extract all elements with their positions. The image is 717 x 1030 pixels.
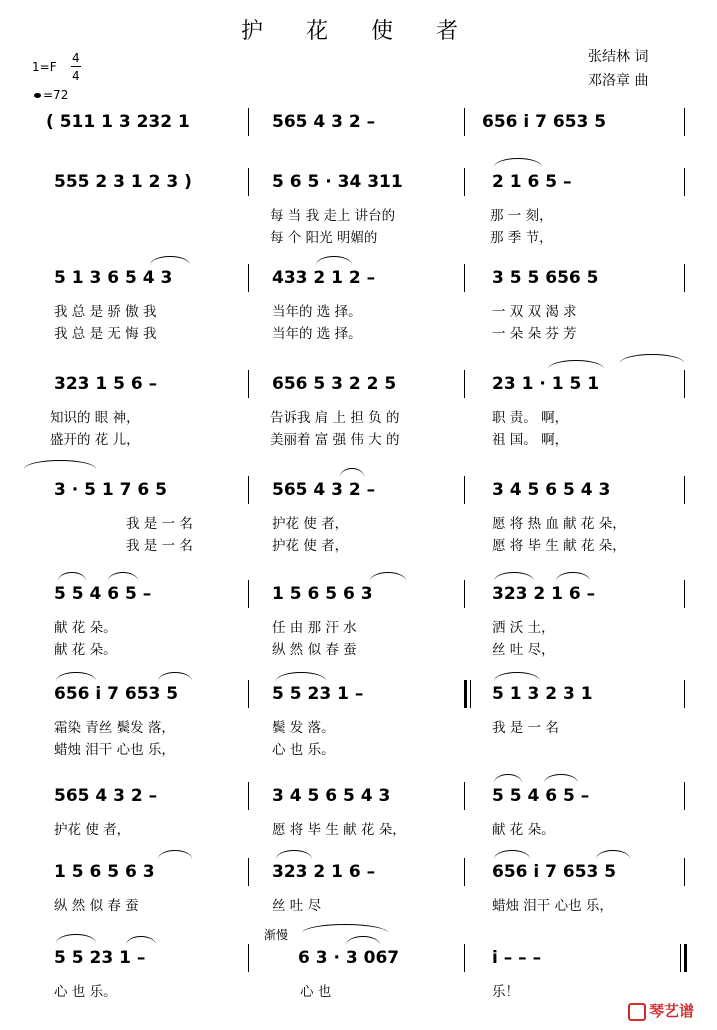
- slur: [302, 924, 388, 933]
- slur: [126, 936, 156, 945]
- slur: [596, 850, 630, 859]
- barline: [464, 168, 465, 196]
- lyric-line: 纵 然 似 春 蚕: [54, 898, 139, 914]
- barline: [248, 168, 249, 196]
- barline: [248, 782, 249, 810]
- measure: 1 5 6 5 6 3: [272, 584, 373, 604]
- measure: 3 5 5 656 5: [492, 268, 599, 288]
- slur: [56, 934, 96, 943]
- key-signature: 1=F: [32, 60, 57, 74]
- slur: [370, 572, 406, 581]
- barline: [470, 680, 471, 708]
- slur: [340, 468, 364, 477]
- lyric-line: 蜡烛 泪干 心也 乐，: [54, 742, 175, 758]
- tempo-marking: [34, 88, 68, 102]
- barline: [684, 370, 685, 398]
- lyric-line: 献 花 朵。: [492, 822, 555, 838]
- barline: [248, 108, 249, 136]
- slur: [108, 572, 138, 581]
- lyric-line: 心 也 乐。: [272, 742, 335, 758]
- ritardando-mark: 渐慢: [264, 928, 289, 942]
- measure: 5 6 5 · 34 311: [272, 172, 403, 192]
- slur: [24, 460, 96, 469]
- slur: [158, 850, 192, 859]
- notes-row: [0, 268, 717, 298]
- slur: [494, 774, 522, 783]
- lyric-line: 我 总 是 无 悔 我: [54, 326, 157, 342]
- measure: 1 5 6 5 6 3: [54, 862, 155, 882]
- lyric-line: 护花 使 者，: [54, 822, 131, 838]
- lyric-line: 我 是 一 名: [492, 720, 559, 736]
- measure: 656 5 3 2 2 5: [272, 374, 397, 394]
- slur: [316, 256, 352, 265]
- lyric-line: 鬓 发 落。: [272, 720, 335, 736]
- lyric-line: 护花 使 者，: [272, 538, 349, 554]
- lyric-line: 护花 使 者，: [272, 516, 349, 532]
- lyric-line: 丝 吐 尽: [272, 898, 322, 914]
- lyric-line: 祖 国。 啊，: [492, 432, 569, 448]
- barline: [464, 782, 465, 810]
- tempo-value: =72: [43, 88, 69, 102]
- lyric-line: 丝 吐 尽，: [492, 642, 555, 658]
- measure: 5 1 3 2 3 1: [492, 684, 593, 704]
- measure: 565 4 3 2 –: [272, 480, 376, 500]
- time-signature-divider: [71, 66, 81, 67]
- slur: [544, 774, 578, 783]
- song-title: 护 花 使 者: [241, 19, 476, 44]
- lyric-line: 职 责。 啊，: [492, 410, 569, 426]
- measure: i – – –: [492, 948, 542, 968]
- barline: [464, 580, 465, 608]
- measure: 565 4 3 2 –: [54, 786, 158, 806]
- barline: [464, 476, 465, 504]
- watermark-text: 琴艺谱: [649, 1002, 695, 1020]
- measure: 656 i 7 653 5: [54, 684, 179, 704]
- measure: 3 4 5 6 5 4 3: [272, 786, 391, 806]
- slur: [276, 850, 312, 859]
- lyricist-credit: 张结林 词: [588, 49, 649, 65]
- barline: [248, 370, 249, 398]
- barline: [464, 858, 465, 886]
- lyric-line: 那 一 刻，: [490, 208, 553, 224]
- lyric-line: 献 花 朵。: [54, 642, 117, 658]
- measure: 5 1 3 6 5 4 3: [54, 268, 173, 288]
- measure: 6 3 · 3 067: [298, 948, 400, 968]
- slur: [58, 572, 86, 581]
- lyric-line: 纵 然 似 春 蚕: [272, 642, 357, 658]
- logo-icon: [628, 1003, 646, 1021]
- barline: [248, 476, 249, 504]
- slur: [150, 256, 190, 265]
- measure: 433 2 1 2 –: [272, 268, 376, 288]
- lyric-line: 献 花 朵。: [54, 620, 117, 636]
- lyric-line: 我 是 一 名: [126, 538, 193, 554]
- barline: [464, 370, 465, 398]
- lyric-line: 当年的 选 择。: [272, 304, 362, 320]
- lyric-line: 一 朵 朵 芬 芳: [492, 326, 577, 342]
- lyric-line: 那 季 节，: [490, 230, 553, 246]
- measure: 656 i 7 653 5: [492, 862, 617, 882]
- lyric-line: 我 是 一 名: [126, 516, 193, 532]
- barline: [684, 476, 685, 504]
- lyric-line: 盛开的 花 儿，: [50, 432, 140, 448]
- barline: [464, 108, 465, 136]
- measure: 656 i 7 653 5: [482, 112, 607, 132]
- time-signature-top: 4: [72, 51, 80, 65]
- lyric-line: 当年的 选 择。: [272, 326, 362, 342]
- slur: [494, 850, 530, 859]
- slur: [548, 360, 604, 369]
- lyric-line: 心 也 乐。: [54, 984, 117, 1000]
- lyric-line: 任 由 那 汗 水: [272, 620, 357, 636]
- slur: [158, 672, 192, 681]
- slur: [494, 672, 540, 681]
- measure: 3 4 5 6 5 4 3: [492, 480, 611, 500]
- measure: 3 · 5 1 7 6 5: [54, 480, 167, 500]
- final-barline: [684, 944, 687, 972]
- lyric-line: 知识的 眼 神，: [50, 410, 140, 426]
- barline: [684, 782, 685, 810]
- measure: 5 5 4 6 5 –: [492, 786, 590, 806]
- measure: 323 1 5 6 –: [54, 374, 158, 394]
- barline: [248, 680, 249, 708]
- barline: [248, 580, 249, 608]
- time-signature-bottom: 4: [72, 69, 80, 83]
- lyric-line: 心 也: [300, 984, 332, 1000]
- lyric-line: 一 双 双 渴 求: [492, 304, 577, 320]
- measure: 323 2 1 6 –: [272, 862, 376, 882]
- measure: 2 1 6 5 –: [492, 172, 572, 192]
- notes-row: [0, 584, 717, 614]
- slur: [494, 572, 534, 581]
- barline: [248, 858, 249, 886]
- measure: 23 1 · 1 5 1: [492, 374, 600, 394]
- barline: [684, 680, 685, 708]
- lyric-line: 愿 将 毕 生 献 花 朵，: [492, 538, 626, 554]
- measure: 565 4 3 2 –: [272, 112, 376, 132]
- notes-row: [0, 684, 717, 714]
- lyric-line: 乐！: [492, 984, 519, 1000]
- slur: [56, 672, 96, 681]
- barline: [684, 168, 685, 196]
- notes-row: [0, 862, 717, 892]
- barline: [248, 944, 249, 972]
- measure: 5 5 23 1 –: [54, 948, 146, 968]
- barline: [464, 264, 465, 292]
- notes-row: [0, 786, 717, 816]
- barline: [684, 264, 685, 292]
- notes-row: [0, 172, 717, 202]
- repeat-barline: [464, 680, 467, 708]
- measure: 5 5 23 1 –: [272, 684, 364, 704]
- measure: 555 2 3 1 2 3 ): [54, 172, 192, 192]
- barline: [680, 944, 681, 972]
- slur: [494, 158, 542, 167]
- lyric-line: 洒 沃 土，: [492, 620, 555, 636]
- lyric-line: 告诉我 肩 上 担 负 的: [270, 410, 400, 426]
- barline: [248, 264, 249, 292]
- lyric-line: 蜡烛 泪干 心也 乐，: [492, 898, 613, 914]
- lyric-line: 霜染 青丝 鬓发 落，: [54, 720, 175, 736]
- barline: [684, 580, 685, 608]
- lyric-line: 愿 将 热 血 献 花 朵，: [492, 516, 626, 532]
- slur: [556, 572, 590, 581]
- notes-row: [0, 112, 717, 142]
- barline: [684, 858, 685, 886]
- slur: [346, 936, 380, 945]
- notes-row: [0, 374, 717, 404]
- lyric-line: 愿 将 毕 生 献 花 朵，: [272, 822, 406, 838]
- slur: [276, 672, 326, 681]
- barline: [684, 108, 685, 136]
- lyric-line: 每 当 我 走上 讲台的: [270, 208, 396, 224]
- measure: 323 2 1 6 –: [492, 584, 596, 604]
- notes-row: [0, 480, 717, 510]
- measure: ( 511 1 3 232 1: [46, 112, 190, 132]
- lyric-line: 美丽着 富 强 伟 大 的: [270, 432, 400, 448]
- barline: [464, 944, 465, 972]
- quarter-note-icon: [34, 93, 41, 98]
- slur: [620, 354, 684, 363]
- lyric-line: 我 总 是 骄 傲 我: [54, 304, 157, 320]
- measure: 5 5 4 6 5 –: [54, 584, 152, 604]
- notes-row: [0, 948, 717, 978]
- watermark-logo: [628, 1000, 694, 1021]
- composer-credit: 邓洛章 曲: [588, 73, 649, 89]
- lyric-line: 每 个 阳光 明媚的: [270, 230, 378, 246]
